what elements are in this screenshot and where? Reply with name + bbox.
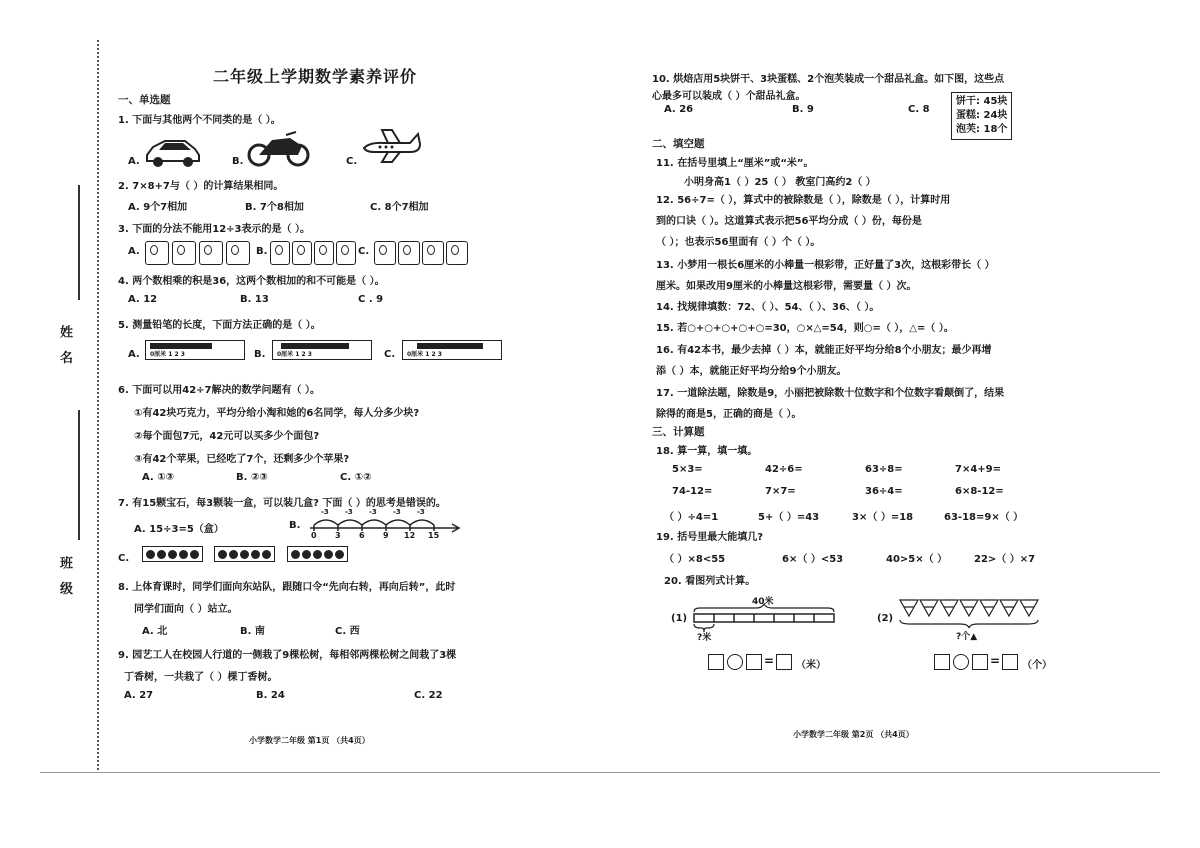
fill-item: 40>5×（ ） xyxy=(886,554,948,565)
fill-item: （ ）×8<55 xyxy=(664,554,726,565)
question-17: 17. 一道除法题，除数是9，小丽把被除数十位数字和个位数字看颠倒了，结果 xyxy=(656,388,1005,399)
dice-group xyxy=(145,241,169,265)
tick-label: 6 xyxy=(359,531,365,540)
question-5: 5. 测量铅笔的长度，下面方法正确的是（ ）。 xyxy=(118,320,321,331)
dice-group xyxy=(314,241,334,265)
q7-option-c: C. xyxy=(118,553,130,564)
operator-circle[interactable] xyxy=(953,654,969,670)
calc-item: 5×3= xyxy=(672,464,703,475)
motorcycle-icon xyxy=(246,130,312,168)
dice-group xyxy=(336,241,356,265)
question-20: 20. 看图列式计算。 xyxy=(664,576,756,587)
question-14: 14. 找规律填数：72、（ ）、54、（ ）、36、（ ）。 xyxy=(656,302,880,313)
tick-label: 12 xyxy=(404,531,416,540)
q9-option-b: B. 24 xyxy=(256,690,285,701)
dice-group xyxy=(374,241,396,265)
calc-item: 36÷4= xyxy=(865,486,903,497)
question-17-cont: 除得的商是5，正确的商是（ ）。 xyxy=(656,409,802,420)
q2-option-a: A. 9个7相加 xyxy=(128,202,188,213)
question-12-cont2: （ ）；也表示56里面有（ ）个（ ）。 xyxy=(656,237,821,248)
question-12-cont: 到的口诀（ ）。这道算式表示把56平均分成（ ）份，每份是 xyxy=(656,216,922,227)
q3-option-a: A. xyxy=(128,246,140,257)
calc-item: 6×8-12= xyxy=(955,486,1004,497)
puff-count: 泡芙: 18个 xyxy=(956,124,1008,135)
bar-question-label: ?米 xyxy=(697,633,712,643)
airplane-icon xyxy=(360,128,422,164)
question-3: 3. 下面的分法不能用12÷3表示的是（ ）。 xyxy=(118,224,310,235)
calc-item: 63-18=9×（ ） xyxy=(944,512,1024,523)
q5-option-c: C. xyxy=(384,349,396,360)
calc-item: 74-12= xyxy=(672,486,713,497)
dice-group xyxy=(226,241,250,265)
question-16-cont: 添（ ）本，就能正好平均分给9个小朋友。 xyxy=(656,366,847,377)
dice-group xyxy=(172,241,196,265)
jump-label: -3 xyxy=(393,508,401,516)
unit-piece: （个） xyxy=(1022,660,1052,671)
calc-item: 42÷6= xyxy=(765,464,803,475)
equals-sign: = xyxy=(990,654,1001,668)
ruler-scale-b: 0厘米 1 2 3 xyxy=(277,351,312,358)
answer-box[interactable] xyxy=(776,654,792,670)
q7-option-a: A. 15÷3=5（盒） xyxy=(134,524,224,535)
gem-box xyxy=(214,546,275,562)
bar-total-label: 40米 xyxy=(752,597,774,607)
calc-item: 7×7= xyxy=(765,486,796,497)
fill-item: 6×（ ）<53 xyxy=(782,554,844,565)
jump-label: -3 xyxy=(345,508,353,516)
question-19: 19. 括号里最大能填几? xyxy=(656,532,763,543)
footer-page-2: 小学数学二年级 第2页 （共4页） xyxy=(793,730,914,739)
q20-part2-label: (2) xyxy=(877,613,894,624)
q4-option-b: B. 13 xyxy=(240,294,269,305)
ruler-scale-c: 0厘米 1 2 3 xyxy=(407,351,442,358)
question-13: 13. 小梦用一根长6厘米的小棒量一根彩带，正好量了3次，这根彩带长（ ） xyxy=(656,260,995,271)
q6-option-a: A. ①③ xyxy=(142,472,175,483)
question-9: 9. 园艺工人在校园人行道的一侧栽了9棵松树，每相邻两棵松树之间栽了3棵 xyxy=(118,650,457,661)
q9-option-a: A. 27 xyxy=(124,690,154,701)
name-label: 姓 名 xyxy=(57,325,72,368)
tick-label: 9 xyxy=(383,531,389,540)
dice-group xyxy=(446,241,468,265)
answer-box[interactable] xyxy=(708,654,724,670)
dice-group xyxy=(292,241,312,265)
answer-box[interactable] xyxy=(1002,654,1018,670)
section-calculation: 三、计算题 xyxy=(652,426,705,438)
tick-label: 3 xyxy=(335,531,341,540)
equals-sign: = xyxy=(764,654,775,668)
dice-group xyxy=(199,241,223,265)
q5-option-a: A. xyxy=(128,349,140,360)
car-icon xyxy=(143,133,203,169)
scan-edge xyxy=(40,772,1160,773)
gem-box xyxy=(142,546,203,562)
gem-box xyxy=(287,546,348,562)
ruler-scale-a: 0厘米 1 2 3 xyxy=(150,351,185,358)
q10-option-c: C. 8 xyxy=(908,104,930,115)
question-11-cont: 小明身高1（ ）25（ ） 教室门高约2（ ） xyxy=(684,177,876,188)
unit-meter: （米） xyxy=(796,660,826,671)
q6-item-1: ①有42块巧克力，平均分给小淘和她的6名同学，每人分多少块? xyxy=(134,408,420,419)
class-label: 班 级 xyxy=(57,556,72,599)
q6-item-3: ③有42个苹果，已经吃了7个，还剩多少个苹果? xyxy=(134,454,350,465)
question-9-cont: 丁香树，一共栽了（ ）棵丁香树。 xyxy=(124,672,278,683)
dessert-count-box xyxy=(951,92,1012,140)
answer-box[interactable] xyxy=(934,654,950,670)
calc-item: 5+（ ）=43 xyxy=(758,512,820,523)
cookie-count: 饼干: 45块 xyxy=(956,96,1008,107)
q3-option-c: C. xyxy=(358,246,370,257)
q8-option-b: B. 南 xyxy=(240,626,265,637)
q10-option-a: A. 26 xyxy=(664,104,694,115)
answer-box[interactable] xyxy=(972,654,988,670)
ruler-b xyxy=(272,340,372,360)
name-write-line xyxy=(78,185,80,300)
calc-item: 63÷8= xyxy=(865,464,903,475)
question-12: 12. 56÷7=（ ），算式中的被除数是（ ），除数是（ ），计算时用 xyxy=(656,195,951,206)
ruler-a xyxy=(145,340,245,360)
question-10-cont: 心最多可以装成（ ）个甜品礼盒。 xyxy=(652,91,806,102)
question-10: 10. 烘焙店用5块饼干、3块蛋糕、2个泡芙装成一个甜品礼盒。如下图，这些点 xyxy=(652,74,1005,85)
q1-option-c: C. xyxy=(346,156,358,167)
footer-page-1: 小学数学二年级 第1页 （共4页） xyxy=(249,736,370,745)
calc-item: （ ）÷4=1 xyxy=(664,512,719,523)
q6-option-b: B. ②③ xyxy=(236,472,268,483)
question-18: 18. 算一算，填一填。 xyxy=(656,446,758,457)
jump-label: -3 xyxy=(417,508,425,516)
q20-part1-label: (1) xyxy=(671,613,688,624)
question-16: 16. 有42本书，最少去掉（ ）本，就能正好平均分给8个小朋友；最少再增 xyxy=(656,345,992,356)
question-8: 8. 上体育课时，同学们面向东站队，跟随口令“先向右转，再向后转”，此时 xyxy=(118,582,456,593)
question-8-cont: 同学们面向（ ）站立。 xyxy=(134,604,238,615)
dice-group xyxy=(270,241,290,265)
q5-option-b: B. xyxy=(254,349,266,360)
page-title: 二年级上学期数学素养评价 xyxy=(213,67,418,86)
q10-option-b: B. 9 xyxy=(792,104,814,115)
question-7: 7. 有15颗宝石，每3颗装一盒，可以装几盒? 下面（ ）的思考是错误的。 xyxy=(118,498,446,509)
q8-option-c: C. 西 xyxy=(335,626,360,637)
q1-option-a: A. xyxy=(128,156,140,167)
section-fill-in: 二、填空题 xyxy=(652,138,705,150)
dice-group xyxy=(398,241,420,265)
binding-dashed-line xyxy=(97,40,99,770)
jump-label: -3 xyxy=(321,508,329,516)
question-1: 1. 下面与其他两个不同类的是（ ）。 xyxy=(118,115,281,126)
q4-option-a: A. 12 xyxy=(128,294,158,305)
cake-count: 蛋糕: 24块 xyxy=(956,110,1008,121)
q6-item-2: ②每个面包7元，42元可以买多少个面包? xyxy=(134,431,320,442)
question-11: 11. 在括号里填上“厘米”或“米”。 xyxy=(656,158,814,169)
question-2: 2. 7×8+7与（ ）的计算结果相同。 xyxy=(118,181,284,192)
q2-option-b: B. 7个8相加 xyxy=(245,202,304,213)
section-single-choice: 一、单选题 xyxy=(118,94,171,106)
q2-option-c: C. 8个7相加 xyxy=(370,202,429,213)
ruler-c xyxy=(402,340,502,360)
q4-option-c: C . 9 xyxy=(358,294,384,305)
question-6: 6. 下面可以用42÷7解决的数学问题有（ ）。 xyxy=(118,385,320,396)
dice-group xyxy=(422,241,444,265)
calc-item: 3×（ ）=18 xyxy=(852,512,914,523)
operator-circle[interactable] xyxy=(727,654,743,670)
question-13-cont: 厘米。如果改用9厘米的小棒量这根彩带，需要量（ ）次。 xyxy=(656,281,917,292)
q1-option-b: B. xyxy=(232,156,244,167)
jump-label: -3 xyxy=(369,508,377,516)
bar-diagram xyxy=(690,602,840,636)
fill-item: 22>（ ）×7 xyxy=(974,554,1036,565)
tick-label: 15 xyxy=(428,531,440,540)
q6-option-c: C. ①② xyxy=(340,472,372,483)
q3-option-b: B. xyxy=(256,246,268,257)
tick-label: 0 xyxy=(311,531,317,540)
question-15: 15. 若○+○+○+○+○=30，○×△=54，则○=（ ），△=（ ）。 xyxy=(656,323,954,334)
class-write-line xyxy=(78,410,80,540)
q7-option-b: B. xyxy=(289,520,301,531)
triangle-question-label: ?个▲ xyxy=(956,632,978,642)
q8-option-a: A. 北 xyxy=(142,626,168,637)
question-4: 4. 两个数相乘的积是36，这两个数相加的和不可能是（ ）。 xyxy=(118,276,385,287)
answer-box[interactable] xyxy=(746,654,762,670)
q9-option-c: C. 22 xyxy=(414,690,443,701)
triangle-groups xyxy=(896,598,1046,630)
calc-item: 7×4+9= xyxy=(955,464,1002,475)
